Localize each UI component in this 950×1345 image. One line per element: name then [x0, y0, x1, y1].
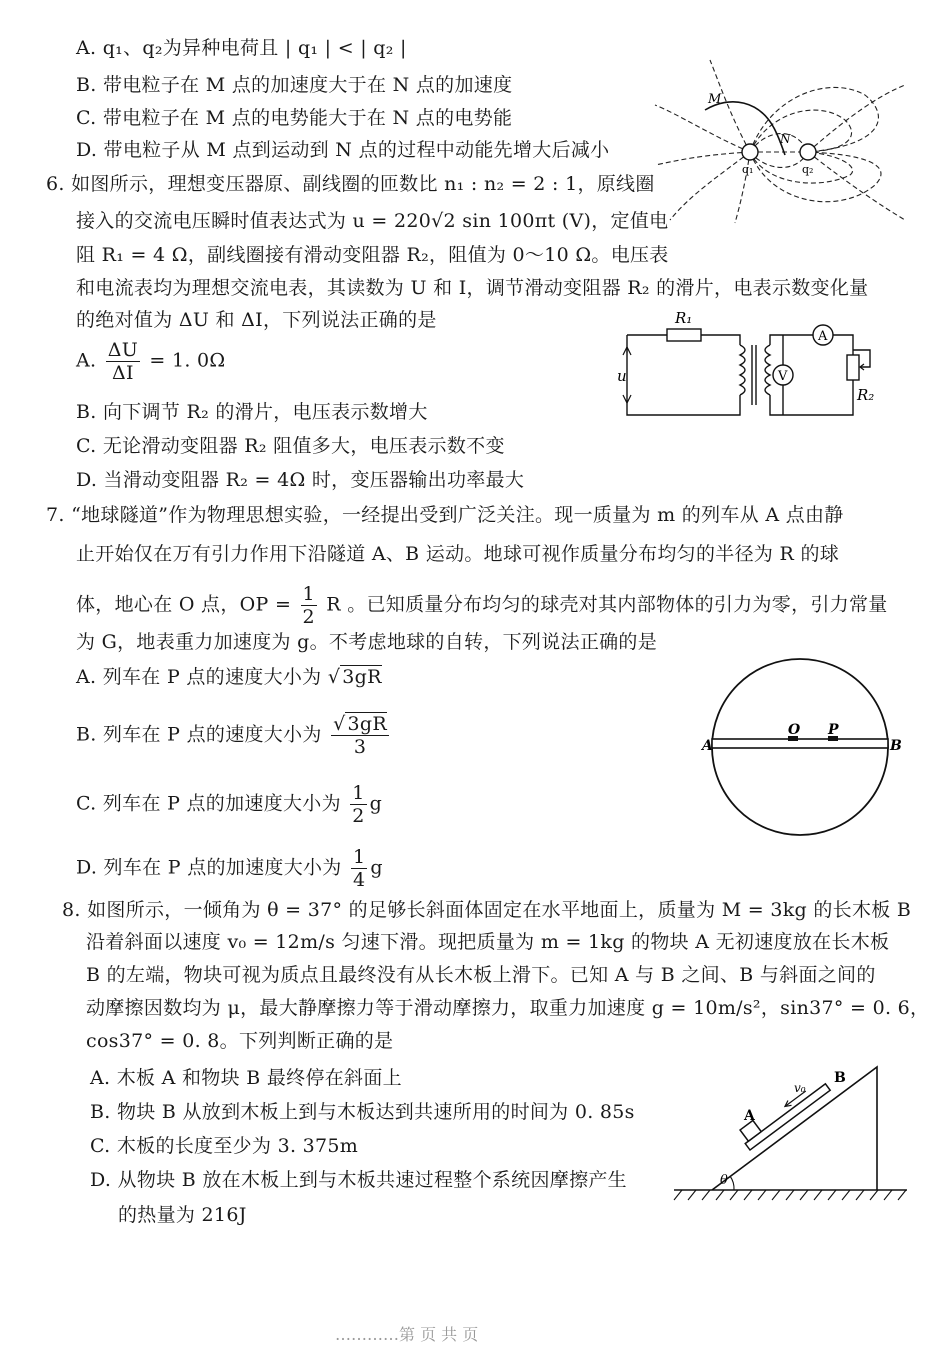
q6-option-a-value: = 1. 0Ω: [149, 349, 226, 372]
q5-label-m: M: [708, 92, 722, 107]
q6-stem-line-1: 6. 如图所示，理想变压器原、副线圈的匝数比 n₁ : n₂ = 2 : 1，原线圈: [46, 173, 655, 195]
q6-label-r1: R₁: [675, 309, 693, 327]
q7-option-d-text: D. 列车在 P 点的加速度大小为: [76, 856, 342, 879]
q8-stem-line-2: 沿着斜面以速度 v₀ = 12m/s 匀速下滑。现把质量为 m = 1kg 的物块 A 无初速度放在长木板: [86, 931, 890, 953]
q6-stem-line-4: 和电流表均为理想交流电表，其读数为 U 和 I，调节滑动变阻器 R₂ 的滑片，电表示数变化量: [76, 277, 869, 299]
q7-label-o: O: [788, 722, 801, 738]
q5-label-n: N: [780, 132, 791, 146]
q7-earth-tunnel-figure: [700, 662, 900, 842]
q7-option-c: [76, 782, 382, 827]
q8-option-b: B. 物块 B 从放到木板上到与木板达到共速所用的时间为 0. 85s: [90, 1101, 635, 1123]
q7-option-c-unit: g: [369, 792, 383, 815]
q6-stem-line-2: 接入的交流电压瞬时值表达式为 u = 220√2 sin 100πt (V)，定值电: [76, 210, 669, 232]
q6-stem-line-3: 阻 R₁ = 4 Ω，副线圈接有滑动变阻器 R₂，阻值为 0～10 Ω。电压表: [76, 244, 669, 266]
q8-stem-line-5: cos37° = 0. 8。下列判断正确的是: [86, 1030, 394, 1052]
q7-option-d-denominator: 4: [352, 869, 366, 891]
q8-stem-line-3: B 的左端，物块可视为质点且最终没有从长木板上滑下。已知 A 与 B 之间、B 与斜面之间的: [86, 964, 876, 986]
q8-option-d-line-1: D. 从物块 B 放在木板上到与木板共速过程整个系统因摩擦产生: [90, 1169, 627, 1191]
q7-option-b-denominator: 3: [353, 736, 367, 758]
q7-stem-line-3: [76, 583, 888, 628]
q7-option-c-denominator: 2: [352, 805, 365, 827]
q7-option-a-text: A. 列车在 P 点的速度大小为: [76, 666, 322, 688]
q6-circuit-figure: [615, 305, 885, 425]
q6-option-a-denominator: ΔI: [111, 362, 134, 384]
q6-option-d: D. 当滑动变阻器 R₂ = 4Ω 时，变压器输出功率最大: [76, 469, 525, 491]
q7-option-b-numerator: 3gR: [347, 713, 387, 735]
q7-label-a: A: [702, 738, 713, 754]
q5-option-c: C. 带电粒子在 M 点的电势能大于在 N 点的电势能: [76, 107, 513, 129]
q6-voltmeter-label: V: [778, 369, 788, 384]
q8-label-a: A: [744, 1108, 755, 1124]
q8-label-b: B: [834, 1070, 846, 1086]
q7-option-b: [76, 713, 392, 758]
q7-option-d-unit: g: [370, 856, 383, 879]
q5-option-a: A. q₁、q₂为异种电荷且 | q₁ | < | q₂ |: [76, 37, 407, 59]
q7-option-b-text: B. 列车在 P 点的速度大小为: [76, 723, 322, 746]
q6-option-b: B. 向下调节 R₂ 的滑片，电压表示数增大: [76, 401, 428, 423]
q5-charge-1: q₁: [742, 163, 754, 176]
q6-option-a-prefix: A.: [76, 349, 97, 372]
q7-stem-line-3-pre: 体，地心在 O 点，OP =: [76, 593, 292, 616]
q6-label-r2: R₂: [857, 386, 875, 404]
q6-ammeter-label: A: [818, 329, 828, 344]
q7-label-b: B: [890, 738, 902, 754]
q7-option-a: A. 列车在 P 点的速度大小为 √ 3gR: [76, 666, 382, 688]
q8-option-c: C. 木板的长度至少为 3. 375m: [90, 1135, 359, 1157]
q8-label-v0: v₀: [794, 1081, 806, 1095]
q6-option-a-fraction: [106, 339, 140, 384]
q7-option-c-fraction: [350, 782, 366, 827]
q5-option-b: B. 带电粒子在 M 点的加速度大于在 N 点的加速度: [76, 74, 513, 96]
q7-op-denominator: 2: [302, 606, 315, 628]
q7-stem-line-3-post: R 。已知质量分布均匀的球壳对其内部物体的引力为零，引力常量: [326, 593, 888, 616]
q7-option-d: [76, 846, 383, 891]
q6-option-a: [76, 339, 225, 384]
q7-option-c-text: C. 列车在 P 点的加速度大小为: [76, 792, 341, 815]
page-footer: …………第 页 共 页: [335, 1325, 479, 1344]
q5-charge-2: q₂: [802, 163, 814, 176]
q7-op-numerator: 1: [302, 583, 315, 605]
q8-label-theta: θ: [720, 1173, 728, 1188]
q7-option-d-numerator: 1: [352, 846, 366, 868]
q7-option-d-fraction: [351, 846, 367, 891]
q8-option-d-line-2: 的热量为 216J: [118, 1204, 247, 1226]
q7-stem-line-4: 为 G，地表重力加速度为 g。不考虑地球的自转，下列说法正确的是: [76, 631, 658, 653]
q6-option-a-numerator: ΔU: [107, 339, 139, 361]
q6-option-c: C. 无论滑动变阻器 R₂ 阻值多大，电压表示数不变: [76, 435, 505, 457]
q7-stem-line-1: 7. “地球隧道”作为物理思想实验，一经提出受到广泛关注。现一质量为 m 的列车从 A 点由静: [46, 504, 844, 526]
q6-stem-line-5: 的绝对值为 ΔU 和 ΔI，下列说法正确的是: [76, 309, 437, 331]
q6-label-u: u: [617, 367, 627, 385]
q7-stem-line-2: 止开始仅在万有引力作用下沿隧道 A、B 运动。地球可视作质量分布均匀的半径为 R 的球: [76, 543, 840, 565]
q7-op-fraction: [301, 583, 317, 628]
q7-option-c-numerator: 1: [352, 782, 365, 804]
q8-incline-figure: [672, 1062, 912, 1212]
q8-stem-line-1: 8. 如图所示，一倾角为 θ = 37° 的足够长斜面体固定在水平地面上，质量为 M = 3kg 的长木板 B: [62, 899, 912, 921]
q5-option-d: D. 带电粒子从 M 点到运动到 N 点的过程中动能先增大后减小: [76, 139, 610, 161]
q7-option-b-fraction: $\frac{√ 3gR}{3}$: [333, 713, 387, 758]
q5-field-figure: [650, 55, 910, 225]
q7-label-p: P: [828, 722, 839, 738]
q8-stem-line-4: 动摩擦因数均为 μ，最大静摩擦力等于滑动摩擦力，取重力加速度 g = 10m/s²，sin37° = 0. 6，: [86, 997, 930, 1019]
q8-option-a: A. 木板 A 和物块 B 最终停在斜面上: [90, 1067, 402, 1089]
q7-option-a-radicand: 3gR: [342, 666, 382, 688]
